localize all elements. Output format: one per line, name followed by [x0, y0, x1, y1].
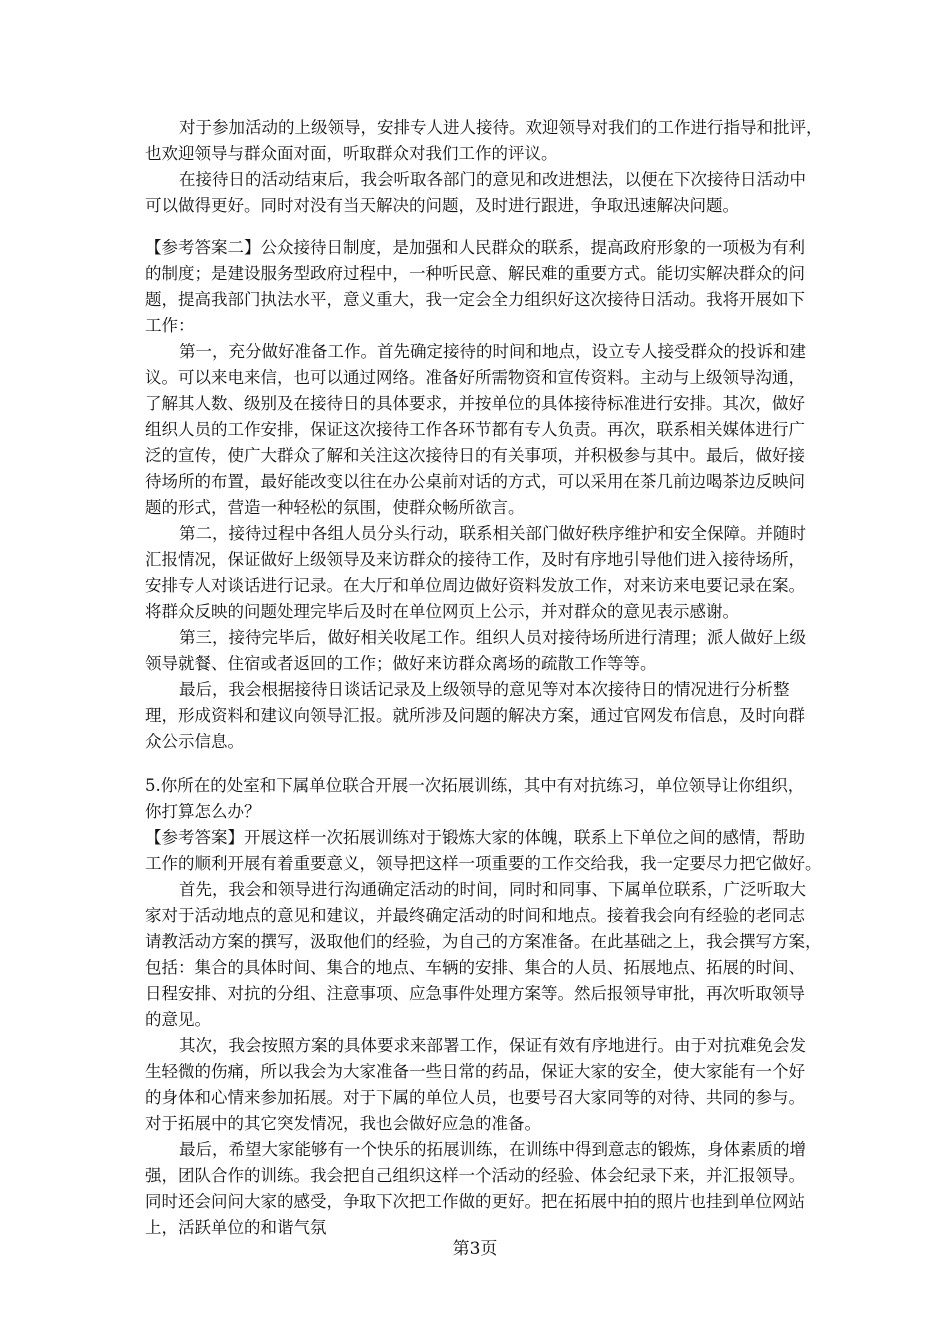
text-line: 的意见。 [145, 1010, 211, 1029]
text-line: 【参考答案】开展这样一次拓展训练对于锻炼大家的体魄，联系上下单位之间的感情，帮助 [145, 828, 805, 847]
text-line: 最后，我会根据接待日谈话记录及上级领导的意见等对本次接待日的情况进行分析整 [179, 680, 790, 699]
text-line: 同时还会问问大家的感受，争取下次把工作做的更好。把在拓展中拍的照片也挂到单位网站 [145, 1192, 805, 1211]
text-line: 也欢迎领导与群众面对面，听取群众对我们工作的评议。 [145, 144, 558, 163]
text-line: 的制度；是建设服务型政府过程中，一种听民意、解民难的重要方式。能切实解决群众的问 [145, 264, 805, 283]
text-line: 安排专人对谈话进行记录。在大厅和单位周边做好资料发放工作，对来访来电要记录在案。 [145, 576, 805, 595]
text-line: 家对于活动地点的意见和建议，并最终确定活动的时间和地点。接着我会向有经验的老同志 [145, 906, 805, 925]
text-line: 包括：集合的具体时间、集合的地点、车辆的安排、集合的人员、拓展地点、拓展的时间、 [145, 958, 805, 977]
text-line: 议。可以来电来信，也可以通过网络。准备好所需物资和宣传资料。主动与上级领导沟通， [145, 368, 805, 387]
text-line: 日程安排、对抗的分组、注意事项、应急事件处理方案等。然后报领导审批，再次听取领导 [145, 984, 805, 1003]
text-line: 在接待日的活动结束后，我会听取各部门的意见和改进想法，以便在下次接待日活动中 [179, 170, 806, 189]
text-line: 请教活动方案的撰写，汲取他们的经验，为自己的方案准备。在此基础之上，我会撰写方案， [145, 932, 822, 951]
text-line: 泛的宣传，使广大群众了解和关注这次接待日的有关事项，并积极参与其中。最后，做好接 [145, 446, 805, 465]
page-number: 第3页 [452, 1239, 498, 1259]
text-line: 其次，我会按照方案的具体要求来部署工作，保证有效有序地进行。由于对抗难免会发 [179, 1036, 806, 1055]
text-line: 第一，充分做好准备工作。首先确定接待的时间和地点，设立专人接受群众的投诉和建 [179, 342, 806, 361]
text-line: 理，形成资料和建议向领导汇报。就所涉及问题的解决方案，通过官网发布信息，及时向群 [145, 706, 805, 725]
text-line: 汇报情况，保证做好上级领导及来访群众的接待工作，及时有序地引导他们进入接待场所， [145, 550, 805, 569]
text-line: 领导就餐、住宿或者返回的工作；做好来访群众离场的疏散工作等等。 [145, 654, 657, 673]
text-line: 了解其人数、级别及在接待日的具体要求，并按单位的具体接待标准进行安排。其次，做好 [145, 394, 805, 413]
question-line: 5.你所在的处室和下属单位联合开展一次拓展训练，其中有对抗练习，单位领导让你组织， [145, 776, 805, 795]
text-line: 最后，希望大家能够有一个快乐的拓展训练，在训练中得到意志的锻炼，身体素质的增 [179, 1140, 806, 1159]
text-line: 第三，接待完毕后，做好相关收尾工作。组织人员对接待场所进行清理；派人做好上级 [179, 628, 806, 647]
text-line: 题的形式，营造一种轻松的氛围，使群众畅所欲言。 [145, 498, 525, 517]
text-line: 对于拓展中的其它突发情况，我也会做好应急的准备。 [145, 1114, 541, 1133]
text-line: 第二，接待过程中各组人员分头行动，联系相关部门做好秩序维护和安全保障。并随时 [179, 524, 806, 543]
text-line: 工作的顺利开展有着重要意义，领导把这样一项重要的工作交给我，我一定要尽力把它做好。 [145, 854, 822, 873]
text-line: 待场所的布置，最好能改变以往在办公桌前对话的方式，可以采用在茶几前边喝茶边反映问 [145, 472, 805, 491]
text-line: 【参考答案二】公众接待日制度，是加强和人民群众的联系，提高政府形象的一项极为有利 [145, 238, 805, 257]
question-line: 你打算怎么办？ [145, 802, 261, 821]
text-line: 题，提高我部门执法水平，意义重大，我一定会全力组织好这次接待日活动。我将开展如下 [145, 290, 805, 309]
text-line: 工作： [145, 316, 195, 335]
text-line: 上，活跃单位的和谐气氛 [145, 1218, 327, 1237]
text-line: 组织人员的工作安排，保证这次接待工作各环节都有专人负责。再次，联系相关媒体进行广 [145, 420, 805, 439]
text-line: 强，团队合作的训练。我会把自己组织这样一个活动的经验、体会纪录下来，并汇报领导。 [145, 1166, 805, 1185]
text-line: 将群众反映的问题处理完毕后及时在单位网页上公示，并对群众的意见表示感谢。 [145, 602, 739, 621]
text-line: 众公示信息。 [145, 732, 244, 751]
text-line: 的身体和心情来参加拓展。对于下属的单位人员，也要号召大家同等的对待、共同的参与。 [145, 1088, 805, 1107]
text-line: 对于参加活动的上级领导，安排专人进人接待。欢迎领导对我们的工作进行指导和批评， [179, 118, 823, 137]
text-line: 生轻微的伤痛，所以我会为大家准备一些日常的药品，保证大家的安全，使大家能有一个好 [145, 1062, 805, 1081]
text-line: 可以做得更好。同时对没有当天解决的问题，及时进行跟进，争取迅速解决问题。 [145, 196, 739, 215]
text-line: 首先，我会和领导进行沟通确定活动的时间，同时和同事、下属单位联系，广泛听取大 [179, 880, 806, 899]
